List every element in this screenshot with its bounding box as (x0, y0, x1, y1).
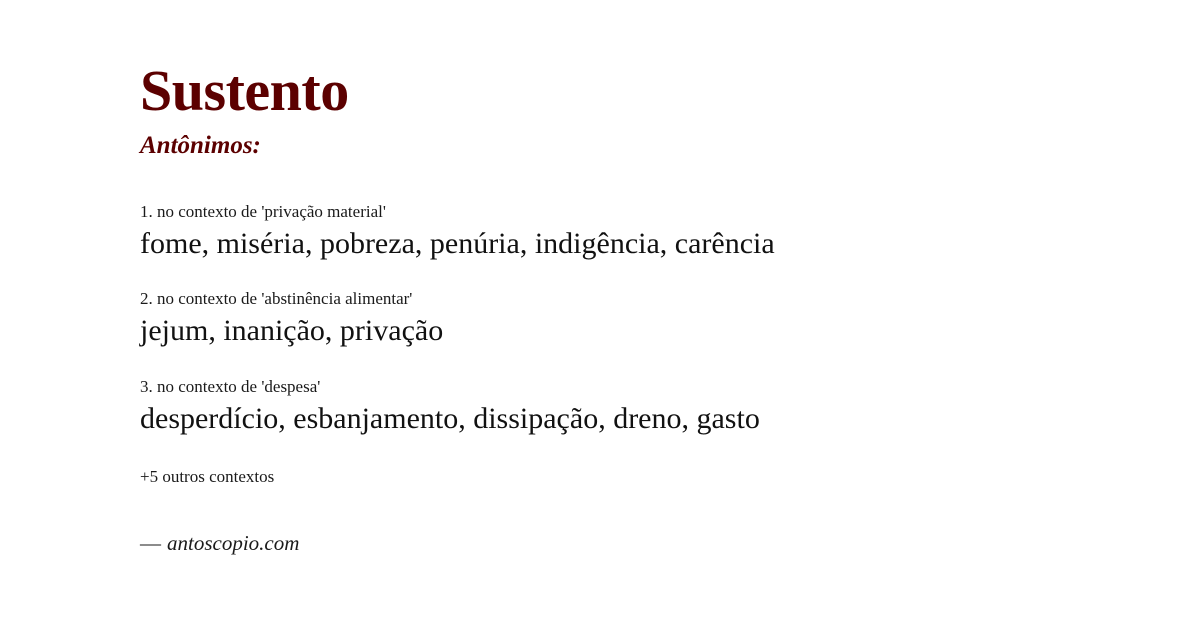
sense-words: desperdício, esbanjamento, dissipação, dreno, gasto (140, 401, 760, 435)
em-dash-icon: — (140, 531, 161, 556)
list-item (140, 288, 1200, 350)
more-contexts-label: +5 outros contextos (140, 467, 275, 487)
list-item (140, 201, 1200, 263)
source-attribution (140, 531, 1200, 556)
list-item (140, 376, 1200, 438)
page-title: Sustento (140, 58, 349, 123)
sense-context: 1. no contexto de 'privação material' (140, 201, 386, 221)
section-subtitle: Antônimos: (140, 131, 261, 159)
sense-words: fome, miséria, pobreza, penúria, indigência, carência (140, 226, 775, 260)
sense-list (140, 201, 1200, 438)
sense-words: jejum, inanição, privação (140, 314, 444, 348)
source-name: antoscopio.com (167, 531, 300, 556)
sense-context: 3. no contexto de 'despesa' (140, 376, 321, 396)
sense-context: 2. no contexto de 'abstinência alimentar' (140, 289, 413, 309)
